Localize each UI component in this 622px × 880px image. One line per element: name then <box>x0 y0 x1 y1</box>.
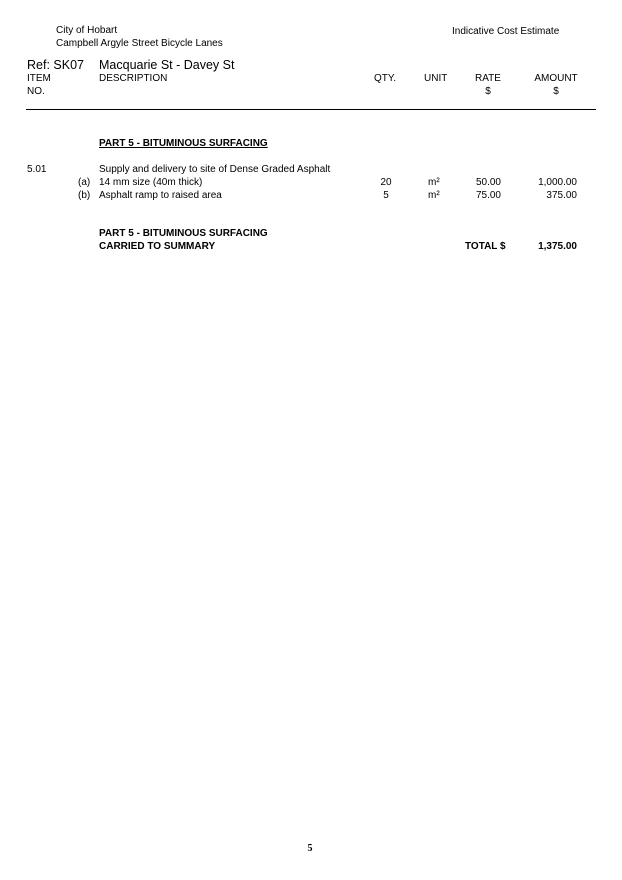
column-header-amount: AMOUNT <box>534 73 578 84</box>
total-amount: 1,375.00 <box>538 241 577 252</box>
column-header-unit: UNIT <box>424 73 448 84</box>
column-header-rate: RATE <box>475 73 501 84</box>
project-title: Campbell Argyle Street Bicycle Lanes <box>56 38 223 49</box>
row-b-rate: 75.00 <box>475 190 501 201</box>
row-a-amount: 1,000.00 <box>538 177 577 188</box>
summary-heading: PART 5 - BITUMINOUS SURFACING <box>99 228 268 239</box>
row-a-unit: m² <box>428 177 440 188</box>
column-header-item-no: NO. <box>27 86 45 97</box>
reference-location: Macquarie St - Davey St <box>99 58 235 72</box>
row-a-qty: 20 <box>380 177 392 188</box>
document-type: Indicative Cost Estimate <box>452 26 560 37</box>
column-header-description: DESCRIPTION <box>99 73 168 84</box>
header-divider <box>26 109 596 110</box>
organisation-name: City of Hobart <box>56 25 118 36</box>
total-label: TOTAL $ <box>465 241 506 252</box>
row-a-description: 14 mm size (40m thick) <box>99 177 203 188</box>
item-description: Supply and delivery to site of Dense Graded Asphalt <box>99 164 331 175</box>
row-a-sub-label: (a) <box>78 177 91 188</box>
item-number: 5.01 <box>27 164 47 175</box>
row-a-rate: 50.00 <box>475 177 501 188</box>
page-number: 5 <box>307 843 313 854</box>
column-header-item: ITEM <box>27 73 51 84</box>
row-b-description: Asphalt ramp to raised area <box>99 190 222 201</box>
column-header-rate-currency: $ <box>485 86 491 97</box>
row-b-amount: 375.00 <box>546 190 577 201</box>
row-b-sub-label: (b) <box>78 190 91 201</box>
column-header-amount-currency: $ <box>553 86 559 97</box>
summary-carried: CARRIED TO SUMMARY <box>99 241 216 252</box>
row-b-qty: 5 <box>383 190 389 201</box>
reference-code: Ref: SK07 <box>27 58 84 72</box>
section-heading: PART 5 - BITUMINOUS SURFACING <box>99 138 268 149</box>
row-b-unit: m² <box>428 190 440 201</box>
column-header-qty: QTY. <box>374 73 397 84</box>
